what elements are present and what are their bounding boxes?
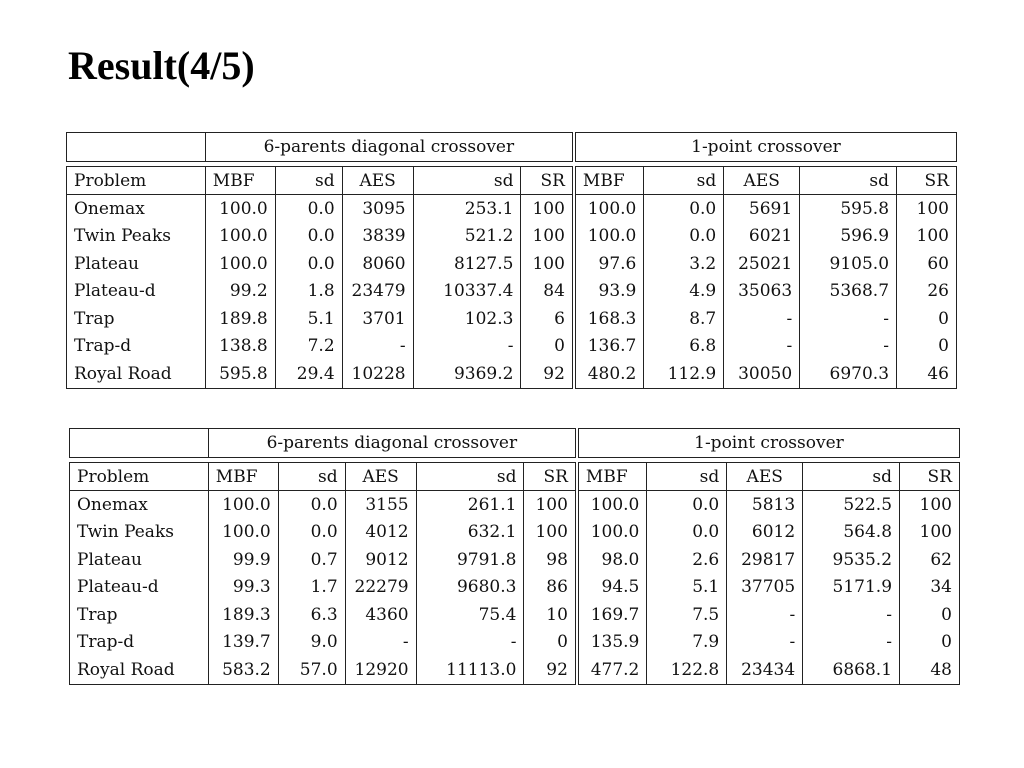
- cell-sr: 26: [897, 278, 957, 306]
- cell-sd: 7.5: [647, 601, 727, 629]
- cell-sd: 253.1: [413, 195, 521, 223]
- column-header-sd: sd: [800, 167, 897, 195]
- cell-sd: 8.7: [644, 305, 724, 333]
- cell-sd: 102.3: [413, 305, 521, 333]
- cell-mbf: 100.0: [205, 195, 275, 223]
- cell-problem: Plateau-d: [67, 278, 206, 306]
- cell-sd: 9369.2: [413, 360, 521, 388]
- cell-mbf: 477.2: [577, 656, 647, 684]
- cell-mbf: 138.8: [205, 333, 275, 361]
- column-header-sr: SR: [897, 167, 957, 195]
- cell-sr: 100: [897, 223, 957, 251]
- cell-sd: 11113.0: [416, 656, 524, 684]
- cell-aes: 23434: [727, 656, 803, 684]
- cell-sd: 9791.8: [416, 546, 524, 574]
- cell-sd: 7.9: [647, 629, 727, 657]
- cell-mbf: 99.2: [205, 278, 275, 306]
- table-row: [70, 601, 960, 629]
- cell-sd: 3.2: [644, 250, 724, 278]
- cell-aes: -: [724, 333, 800, 361]
- cell-mbf: 100.0: [577, 491, 647, 519]
- cell-sd: 0.0: [644, 195, 724, 223]
- cell-sr: 46: [897, 360, 957, 388]
- cell-sr: 100: [524, 491, 577, 519]
- cell-sd: 0.0: [647, 519, 727, 547]
- cell-aes: -: [345, 629, 416, 657]
- cell-mbf: 97.6: [574, 250, 644, 278]
- cell-sd: 75.4: [416, 601, 524, 629]
- cell-problem: Trap: [67, 305, 206, 333]
- column-header-sd: sd: [416, 463, 524, 491]
- cell-problem: Onemax: [70, 491, 209, 519]
- cell-aes: 35063: [724, 278, 800, 306]
- cell-sd: 5.1: [647, 574, 727, 602]
- cell-aes: 30050: [724, 360, 800, 388]
- cell-aes: 5691: [724, 195, 800, 223]
- cell-aes: 6021: [724, 223, 800, 251]
- column-header-mbf: MBF: [205, 167, 275, 195]
- cell-sd: 29.4: [275, 360, 342, 388]
- cell-mbf: 100.0: [208, 519, 278, 547]
- cell-sd: 5171.9: [803, 574, 900, 602]
- cell-sd: 9535.2: [803, 546, 900, 574]
- cell-sd: 0.0: [278, 491, 345, 519]
- cell-sd: -: [800, 305, 897, 333]
- column-header-row: [67, 167, 957, 195]
- cell-problem: Plateau: [70, 546, 209, 574]
- column-header-sr: SR: [900, 463, 960, 491]
- cell-aes: 10228: [342, 360, 413, 388]
- table-body: [70, 491, 960, 685]
- cell-problem: Trap: [70, 601, 209, 629]
- column-header-sd: sd: [803, 463, 900, 491]
- cell-aes: 6012: [727, 519, 803, 547]
- cell-sr: 100: [900, 519, 960, 547]
- cell-sd: 0.0: [275, 223, 342, 251]
- cell-aes: 29817: [727, 546, 803, 574]
- table-row: [70, 629, 960, 657]
- column-header-row: [70, 463, 960, 491]
- cell-sd: 4.9: [644, 278, 724, 306]
- cell-sr: 34: [900, 574, 960, 602]
- column-header-problem: Problem: [70, 463, 209, 491]
- column-header-sd: sd: [278, 463, 345, 491]
- cell-mbf: 100.0: [205, 223, 275, 251]
- cell-sd: 10337.4: [413, 278, 521, 306]
- cell-problem: Plateau: [67, 250, 206, 278]
- cell-sd: 7.2: [275, 333, 342, 361]
- cell-aes: 3701: [342, 305, 413, 333]
- cell-aes: 37705: [727, 574, 803, 602]
- cell-sd: -: [416, 629, 524, 657]
- cell-mbf: 480.2: [574, 360, 644, 388]
- cell-mbf: 100.0: [574, 223, 644, 251]
- cell-aes: 9012: [345, 546, 416, 574]
- table-row: [67, 195, 957, 223]
- cell-mbf: 93.9: [574, 278, 644, 306]
- cell-problem: Trap-d: [67, 333, 206, 361]
- cell-mbf: 139.7: [208, 629, 278, 657]
- cell-sd: 112.9: [644, 360, 724, 388]
- cell-problem: Trap-d: [70, 629, 209, 657]
- cell-sd: 0.0: [275, 195, 342, 223]
- cell-sr: 10: [524, 601, 577, 629]
- cell-problem: Royal Road: [70, 656, 209, 684]
- cell-mbf: 595.8: [205, 360, 275, 388]
- table-row: [70, 574, 960, 602]
- table-row: [67, 250, 957, 278]
- cell-sr: 100: [521, 223, 574, 251]
- cell-sr: 84: [521, 278, 574, 306]
- cell-sr: 0: [897, 305, 957, 333]
- cell-sr: 0: [897, 333, 957, 361]
- cell-aes: 22279: [345, 574, 416, 602]
- cell-mbf: 169.7: [577, 601, 647, 629]
- cell-mbf: 99.3: [208, 574, 278, 602]
- column-header-sd: sd: [413, 167, 521, 195]
- table-row: [67, 223, 957, 251]
- cell-sr: 0: [521, 333, 574, 361]
- cell-sd: 0.0: [644, 223, 724, 251]
- cell-sd: 1.8: [275, 278, 342, 306]
- cell-sd: 5.1: [275, 305, 342, 333]
- cell-mbf: 583.2: [208, 656, 278, 684]
- cell-sd: 632.1: [416, 519, 524, 547]
- cell-mbf: 100.0: [205, 250, 275, 278]
- cell-sd: 595.8: [800, 195, 897, 223]
- cell-aes: 12920: [345, 656, 416, 684]
- cell-sr: 0: [900, 601, 960, 629]
- cell-aes: 8060: [342, 250, 413, 278]
- cell-mbf: 98.0: [577, 546, 647, 574]
- column-header-sd: sd: [644, 167, 724, 195]
- cell-mbf: 100.0: [208, 491, 278, 519]
- cell-aes: 3155: [345, 491, 416, 519]
- cell-problem: Plateau-d: [70, 574, 209, 602]
- table-row: [67, 278, 957, 306]
- slide-title: Result(4/5): [68, 43, 255, 88]
- cell-sd: 0.0: [647, 491, 727, 519]
- cell-sd: -: [800, 333, 897, 361]
- cell-mbf: 135.9: [577, 629, 647, 657]
- column-header-problem: Problem: [67, 167, 206, 195]
- cell-sr: 60: [897, 250, 957, 278]
- cell-sr: 100: [521, 195, 574, 223]
- results-table-2: [69, 428, 960, 685]
- cell-problem: Onemax: [67, 195, 206, 223]
- column-header-sd: sd: [275, 167, 342, 195]
- cell-sd: -: [803, 629, 900, 657]
- table-row: [67, 360, 957, 388]
- cell-sr: 100: [900, 491, 960, 519]
- column-header-aes: AES: [724, 167, 800, 195]
- cell-sr: 98: [524, 546, 577, 574]
- group-header-diagonal: 6-parents diagonal crossover: [208, 429, 577, 458]
- table-row: [70, 491, 960, 519]
- cell-mbf: 189.8: [205, 305, 275, 333]
- column-header-mbf: MBF: [574, 167, 644, 195]
- cell-sd: 9105.0: [800, 250, 897, 278]
- cell-problem: Twin Peaks: [70, 519, 209, 547]
- cell-sd: 0.0: [275, 250, 342, 278]
- table-body: [67, 195, 957, 389]
- cell-sd: -: [803, 601, 900, 629]
- cell-mbf: 100.0: [574, 195, 644, 223]
- cell-mbf: 136.7: [574, 333, 644, 361]
- cell-sd: 9.0: [278, 629, 345, 657]
- table-row: [70, 546, 960, 574]
- cell-sd: 261.1: [416, 491, 524, 519]
- cell-aes: 23479: [342, 278, 413, 306]
- cell-aes: 25021: [724, 250, 800, 278]
- cell-sr: 100: [521, 250, 574, 278]
- cell-aes: 3095: [342, 195, 413, 223]
- column-header-mbf: MBF: [208, 463, 278, 491]
- cell-mbf: 189.3: [208, 601, 278, 629]
- cell-sr: 92: [524, 656, 577, 684]
- cell-sd: 6970.3: [800, 360, 897, 388]
- cell-aes: 4360: [345, 601, 416, 629]
- group-header-blank: [67, 133, 206, 162]
- cell-problem: Royal Road: [67, 360, 206, 388]
- column-header-sr: SR: [524, 463, 577, 491]
- cell-sd: 1.7: [278, 574, 345, 602]
- column-header-sd: sd: [647, 463, 727, 491]
- table-row: [67, 333, 957, 361]
- cell-sd: 564.8: [803, 519, 900, 547]
- cell-sd: 57.0: [278, 656, 345, 684]
- cell-sd: 6.3: [278, 601, 345, 629]
- cell-aes: 3839: [342, 223, 413, 251]
- cell-sd: 9680.3: [416, 574, 524, 602]
- cell-aes: -: [727, 601, 803, 629]
- cell-aes: -: [724, 305, 800, 333]
- cell-sr: 48: [900, 656, 960, 684]
- cell-sd: 522.5: [803, 491, 900, 519]
- cell-sd: 6868.1: [803, 656, 900, 684]
- column-header-sr: SR: [521, 167, 574, 195]
- cell-sr: 62: [900, 546, 960, 574]
- table-row: [67, 305, 957, 333]
- cell-sd: 0.7: [278, 546, 345, 574]
- cell-problem: Twin Peaks: [67, 223, 206, 251]
- cell-sd: 5368.7: [800, 278, 897, 306]
- cell-sd: 521.2: [413, 223, 521, 251]
- group-header-diagonal: 6-parents diagonal crossover: [205, 133, 574, 162]
- cell-sd: 6.8: [644, 333, 724, 361]
- table-row: [70, 656, 960, 684]
- cell-mbf: 168.3: [574, 305, 644, 333]
- cell-sr: 86: [524, 574, 577, 602]
- column-header-mbf: MBF: [577, 463, 647, 491]
- cell-aes: 5813: [727, 491, 803, 519]
- group-header-blank: [70, 429, 209, 458]
- column-header-aes: AES: [345, 463, 416, 491]
- cell-sr: 6: [521, 305, 574, 333]
- cell-mbf: 99.9: [208, 546, 278, 574]
- cell-mbf: 100.0: [577, 519, 647, 547]
- group-header-one-point: 1-point crossover: [577, 429, 960, 458]
- cell-sd: 2.6: [647, 546, 727, 574]
- cell-mbf: 94.5: [577, 574, 647, 602]
- cell-aes: -: [727, 629, 803, 657]
- cell-sr: 0: [900, 629, 960, 657]
- column-header-aes: AES: [727, 463, 803, 491]
- cell-sr: 100: [524, 519, 577, 547]
- results-table-1: [66, 132, 957, 389]
- column-header-aes: AES: [342, 167, 413, 195]
- cell-sd: 8127.5: [413, 250, 521, 278]
- cell-sd: -: [413, 333, 521, 361]
- group-header-one-point: 1-point crossover: [574, 133, 957, 162]
- table-row: [70, 519, 960, 547]
- cell-aes: 4012: [345, 519, 416, 547]
- cell-sd: 596.9: [800, 223, 897, 251]
- cell-sd: 122.8: [647, 656, 727, 684]
- cell-sr: 0: [524, 629, 577, 657]
- cell-sd: 0.0: [278, 519, 345, 547]
- cell-sr: 100: [897, 195, 957, 223]
- cell-sr: 92: [521, 360, 574, 388]
- cell-aes: -: [342, 333, 413, 361]
